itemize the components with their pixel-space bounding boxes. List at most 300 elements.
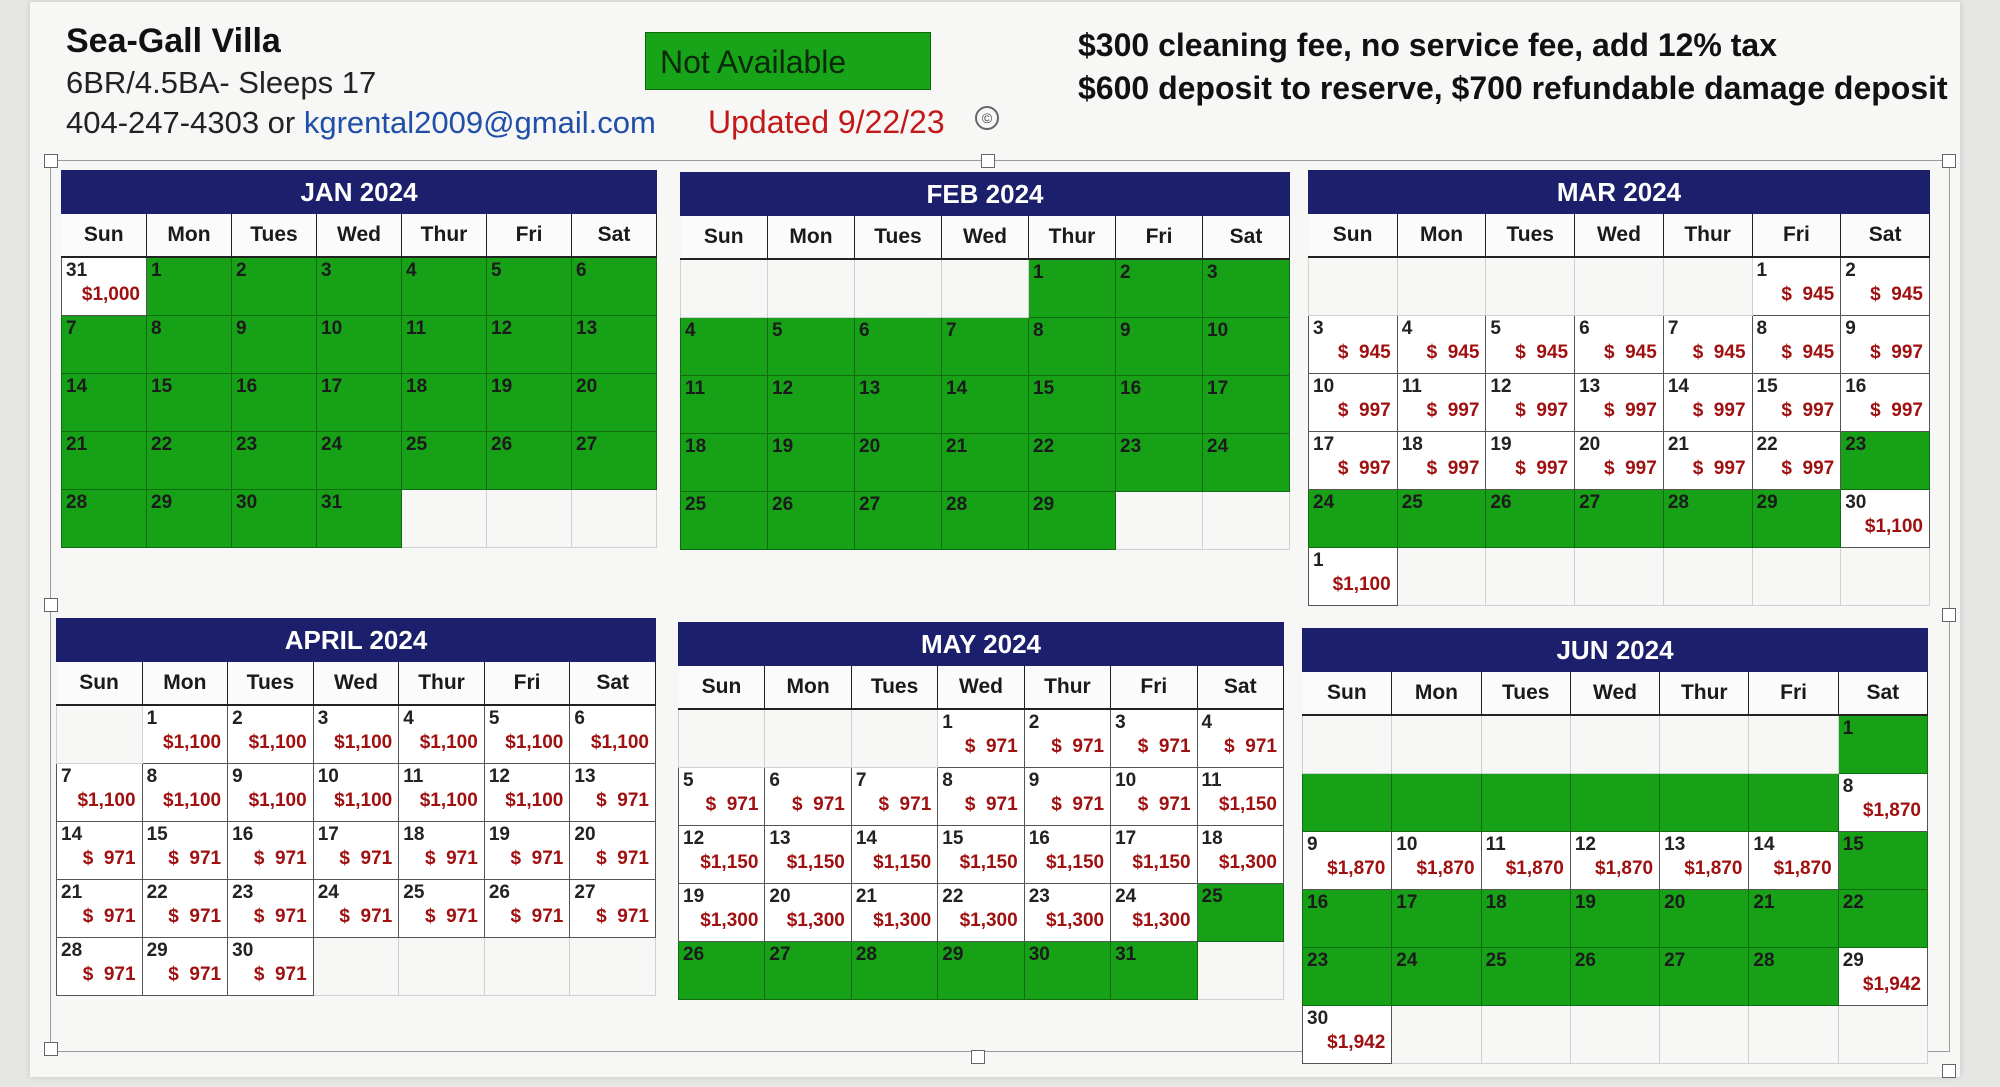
nightly-price: $ 971	[596, 790, 649, 811]
day-cell-unavailable[interactable]	[1663, 490, 1752, 548]
day-cell-unavailable[interactable]	[402, 257, 487, 316]
day-cell-available[interactable]	[1024, 768, 1110, 826]
day-cell-unavailable[interactable]	[1838, 715, 1927, 774]
day-cell-available[interactable]	[142, 764, 228, 822]
day-cell-unavailable[interactable]	[768, 434, 855, 492]
day-number: 25	[1401, 492, 1423, 513]
day-cell-unavailable[interactable]	[402, 316, 487, 374]
day-cell-unavailable[interactable]	[855, 376, 942, 434]
day-cell-available[interactable]	[1111, 826, 1197, 884]
day-cell-available[interactable]	[570, 705, 656, 764]
day-cell-available[interactable]	[570, 764, 656, 822]
day-cell-unavailable[interactable]	[232, 490, 317, 548]
day-cell-available[interactable]	[938, 826, 1024, 884]
empty-cell[interactable]	[1397, 257, 1486, 316]
day-cell-unavailable[interactable]	[1841, 432, 1930, 490]
day-number: 22	[1033, 436, 1055, 457]
nightly-price: $1,150	[1132, 852, 1191, 873]
empty-cell[interactable]	[1838, 1006, 1927, 1064]
day-cell-unavailable[interactable]	[232, 257, 317, 316]
day-cell-available[interactable]	[62, 257, 147, 316]
day-cell-unavailable[interactable]	[1570, 774, 1659, 832]
day-cell-available[interactable]	[570, 880, 656, 938]
day-number: 8	[1842, 776, 1854, 797]
empty-cell[interactable]	[1663, 548, 1752, 606]
day-number: 8	[146, 766, 158, 787]
day-cell-available[interactable]	[1660, 832, 1749, 890]
day-cell-unavailable[interactable]	[1309, 490, 1398, 548]
day-number: 9	[1120, 320, 1131, 341]
day-cell-unavailable[interactable]	[147, 432, 232, 490]
day-cell-available[interactable]	[679, 768, 765, 826]
week-row	[679, 884, 1284, 942]
empty-cell[interactable]	[1486, 548, 1575, 606]
resize-handle[interactable]	[1942, 1064, 1956, 1078]
day-number: 26	[491, 434, 513, 455]
resize-handle[interactable]	[1942, 154, 1956, 168]
day-cell-unavailable[interactable]	[851, 942, 937, 1000]
day-cell-available[interactable]	[228, 764, 314, 822]
day-cell-available[interactable]	[765, 826, 851, 884]
day-cell-unavailable[interactable]	[1570, 890, 1659, 948]
empty-cell[interactable]	[768, 259, 855, 318]
day-cell-unavailable[interactable]	[572, 432, 657, 490]
day-cell-available[interactable]	[938, 884, 1024, 942]
day-cell-available[interactable]	[313, 764, 399, 822]
day-cell-unavailable[interactable]	[487, 432, 572, 490]
day-cell-available[interactable]	[1111, 709, 1197, 768]
day-cell-unavailable[interactable]	[1029, 492, 1116, 550]
empty-cell[interactable]	[1481, 715, 1570, 774]
day-cell-unavailable[interactable]	[1029, 376, 1116, 434]
day-cell-unavailable[interactable]	[317, 432, 402, 490]
day-cell-unavailable[interactable]	[942, 318, 1029, 376]
day-cell-unavailable[interactable]	[147, 374, 232, 432]
day-cell-available[interactable]	[1309, 374, 1398, 432]
day-cell-unavailable[interactable]	[681, 434, 768, 492]
weekday-header: Wed	[938, 666, 1024, 709]
day-cell-unavailable[interactable]	[1660, 948, 1749, 1006]
empty-cell[interactable]	[572, 490, 657, 548]
day-cell-available[interactable]	[851, 768, 937, 826]
nightly-price: $ 971	[878, 794, 932, 815]
nightly-price: $ 945	[1692, 342, 1746, 363]
day-cell-unavailable[interactable]	[572, 316, 657, 374]
day-cell-available[interactable]	[142, 705, 228, 764]
day-cell-available[interactable]	[1197, 768, 1283, 826]
day-number: 22	[146, 882, 168, 903]
day-cell-unavailable[interactable]	[232, 432, 317, 490]
day-cell-unavailable[interactable]	[62, 490, 147, 548]
day-cell-unavailable[interactable]	[1116, 318, 1203, 376]
day-cell-available[interactable]	[57, 880, 143, 938]
day-cell-available[interactable]	[57, 764, 143, 822]
day-cell-available[interactable]	[765, 768, 851, 826]
day-cell-available[interactable]	[1752, 316, 1841, 374]
month-title: MAR 2024	[1308, 170, 1930, 214]
day-cell-available[interactable]	[1309, 432, 1398, 490]
day-cell-unavailable[interactable]	[1660, 774, 1749, 832]
day-cell-available[interactable]	[228, 938, 314, 996]
empty-cell[interactable]	[851, 709, 937, 768]
day-cell-available[interactable]	[1752, 374, 1841, 432]
day-cell-available[interactable]	[1111, 884, 1197, 942]
day-cell-available[interactable]	[1841, 490, 1930, 548]
empty-cell[interactable]	[1392, 715, 1481, 774]
day-cell-unavailable[interactable]	[1660, 890, 1749, 948]
day-cell-available[interactable]	[1663, 374, 1752, 432]
resize-handle[interactable]	[981, 154, 995, 168]
day-cell-available[interactable]	[1481, 832, 1570, 890]
day-cell-available[interactable]	[57, 938, 143, 996]
email-link[interactable]: kgrental2009@gmail.com	[303, 105, 656, 140]
day-cell-available[interactable]	[1392, 832, 1481, 890]
empty-cell[interactable]	[1481, 1006, 1570, 1064]
day-cell-unavailable[interactable]	[1029, 318, 1116, 376]
day-cell-unavailable[interactable]	[942, 376, 1029, 434]
day-cell-available[interactable]	[313, 822, 399, 880]
day-cell-unavailable[interactable]	[402, 374, 487, 432]
day-cell-available[interactable]	[1024, 884, 1110, 942]
day-cell-unavailable[interactable]	[572, 374, 657, 432]
day-number: 23	[1307, 950, 1329, 971]
day-cell-available[interactable]	[399, 764, 485, 822]
empty-cell[interactable]	[57, 705, 143, 764]
day-cell-unavailable[interactable]	[1486, 490, 1575, 548]
day-cell-unavailable[interactable]	[681, 318, 768, 376]
day-cell-unavailable[interactable]	[938, 942, 1024, 1000]
resize-handle[interactable]	[1942, 608, 1956, 622]
day-cell-unavailable[interactable]	[1029, 434, 1116, 492]
nightly-price: $1,870	[1327, 858, 1386, 879]
day-cell-unavailable[interactable]	[1749, 774, 1838, 832]
day-cell-unavailable[interactable]	[147, 490, 232, 548]
day-cell-available[interactable]	[399, 822, 485, 880]
day-cell-unavailable[interactable]	[1197, 884, 1283, 942]
day-cell-unavailable[interactable]	[1203, 259, 1290, 318]
day-cell-unavailable[interactable]	[1749, 890, 1838, 948]
day-cell-available[interactable]	[851, 826, 937, 884]
month-feb-2024	[680, 172, 1290, 550]
day-cell-available[interactable]	[1397, 432, 1486, 490]
empty-cell[interactable]	[855, 259, 942, 318]
day-number: 16	[236, 376, 258, 397]
day-cell-available[interactable]	[1397, 374, 1486, 432]
day-cell-available[interactable]	[1752, 432, 1841, 490]
day-number: 30	[1845, 492, 1867, 513]
empty-cell[interactable]	[1303, 715, 1392, 774]
weekday-header: Tues	[1481, 672, 1570, 715]
day-cell-available[interactable]	[228, 822, 314, 880]
empty-cell[interactable]	[399, 938, 485, 996]
month-mar-2024	[1308, 170, 1930, 606]
day-cell-unavailable[interactable]	[1116, 434, 1203, 492]
nightly-price: $ 945	[1515, 342, 1569, 363]
day-cell-unavailable[interactable]	[1303, 890, 1392, 948]
day-cell-unavailable[interactable]	[317, 490, 402, 548]
day-cell-available[interactable]	[1486, 374, 1575, 432]
day-cell-available[interactable]	[399, 880, 485, 938]
day-cell-unavailable[interactable]	[1481, 948, 1570, 1006]
day-cell-unavailable[interactable]	[1111, 942, 1197, 1000]
day-number: 9	[1307, 834, 1318, 855]
day-number: 4	[1401, 318, 1413, 339]
day-cell-unavailable[interactable]	[402, 432, 487, 490]
nightly-price: $1,300	[959, 910, 1018, 931]
empty-cell[interactable]	[1392, 1006, 1481, 1064]
empty-cell[interactable]	[1841, 548, 1930, 606]
weekday-header: Sun	[1309, 214, 1398, 257]
day-cell-available[interactable]	[1663, 316, 1752, 374]
nightly-price: $1,150	[1218, 794, 1277, 815]
empty-cell[interactable]	[1749, 715, 1838, 774]
day-cell-unavailable[interactable]	[1392, 890, 1481, 948]
day-cell-unavailable[interactable]	[1203, 434, 1290, 492]
day-cell-unavailable[interactable]	[768, 492, 855, 550]
day-cell-unavailable[interactable]	[1575, 490, 1664, 548]
day-cell-unavailable[interactable]	[1116, 259, 1203, 318]
day-cell-available[interactable]	[1197, 709, 1283, 768]
day-cell-available[interactable]	[1397, 316, 1486, 374]
day-cell-unavailable[interactable]	[317, 374, 402, 432]
empty-cell[interactable]	[1663, 257, 1752, 316]
day-cell-available[interactable]	[1575, 432, 1664, 490]
day-cell-unavailable[interactable]	[1116, 376, 1203, 434]
day-number: 8	[1033, 320, 1044, 341]
day-number: 12	[683, 828, 705, 849]
day-cell-available[interactable]	[1575, 316, 1664, 374]
day-number: 21	[66, 434, 88, 455]
day-cell-unavailable[interactable]	[1749, 948, 1838, 1006]
day-cell-available[interactable]	[228, 880, 314, 938]
week-row	[679, 942, 1284, 1000]
weekday-header: Sat	[1197, 666, 1283, 709]
empty-cell[interactable]	[1570, 715, 1659, 774]
day-cell-available[interactable]	[142, 880, 228, 938]
day-cell-unavailable[interactable]	[62, 432, 147, 490]
empty-cell[interactable]	[487, 490, 572, 548]
day-cell-unavailable[interactable]	[487, 257, 572, 316]
week-row	[1303, 832, 1928, 890]
day-cell-available[interactable]	[938, 768, 1024, 826]
weekday-header: Thur	[399, 662, 485, 705]
day-cell-available[interactable]	[1841, 257, 1930, 316]
day-cell-unavailable[interactable]	[1570, 948, 1659, 1006]
nightly-price: $1,942	[1862, 974, 1921, 995]
day-cell-unavailable[interactable]	[147, 316, 232, 374]
empty-cell[interactable]	[1575, 548, 1664, 606]
day-cell-available[interactable]	[1024, 709, 1110, 768]
day-cell-unavailable[interactable]	[487, 374, 572, 432]
day-cell-available[interactable]	[484, 705, 570, 764]
day-cell-available[interactable]	[484, 880, 570, 938]
weekday-header: Fri	[487, 214, 572, 257]
empty-cell[interactable]	[1752, 548, 1841, 606]
day-cell-unavailable[interactable]	[1752, 490, 1841, 548]
day-cell-unavailable[interactable]	[1024, 942, 1110, 1000]
copyright-icon: ©	[975, 106, 999, 130]
day-number: 15	[1756, 376, 1778, 397]
nightly-price: $ 971	[1051, 736, 1105, 757]
day-cell-available[interactable]	[570, 822, 656, 880]
day-number: 15	[146, 824, 168, 845]
day-cell-unavailable[interactable]	[1481, 774, 1570, 832]
day-cell-available[interactable]	[1838, 774, 1927, 832]
day-cell-unavailable[interactable]	[942, 492, 1029, 550]
day-cell-available[interactable]	[57, 822, 143, 880]
nightly-price: $ 971	[596, 906, 649, 927]
weekday-header: Fri	[1752, 214, 1841, 257]
day-cell-unavailable[interactable]	[1392, 948, 1481, 1006]
empty-cell[interactable]	[570, 938, 656, 996]
day-cell-unavailable[interactable]	[62, 374, 147, 432]
day-cell-unavailable[interactable]	[487, 316, 572, 374]
empty-cell[interactable]	[1309, 257, 1398, 316]
day-cell-available[interactable]	[1197, 826, 1283, 884]
weekday-header: Fri	[1111, 666, 1197, 709]
day-cell-unavailable[interactable]	[1203, 376, 1290, 434]
day-cell-unavailable[interactable]	[572, 257, 657, 316]
day-cell-unavailable[interactable]	[317, 257, 402, 316]
day-cell-unavailable[interactable]	[1397, 490, 1486, 548]
day-cell-available[interactable]	[1309, 548, 1398, 606]
week-row	[57, 705, 656, 764]
day-cell-available[interactable]	[1749, 832, 1838, 890]
empty-cell[interactable]	[402, 490, 487, 548]
empty-cell[interactable]	[1397, 548, 1486, 606]
day-cell-available[interactable]	[679, 884, 765, 942]
day-cell-unavailable[interactable]	[232, 374, 317, 432]
nightly-price: $1,100	[248, 732, 307, 753]
day-cell-available[interactable]	[765, 884, 851, 942]
day-cell-available[interactable]	[679, 826, 765, 884]
weekday-header: Fri	[1116, 216, 1203, 259]
day-number: 13	[1579, 376, 1601, 397]
day-cell-available[interactable]	[399, 705, 485, 764]
day-cell-unavailable[interactable]	[768, 318, 855, 376]
day-cell-unavailable[interactable]	[1838, 832, 1927, 890]
day-cell-available[interactable]	[1024, 826, 1110, 884]
day-cell-unavailable[interactable]	[1203, 318, 1290, 376]
day-cell-unavailable[interactable]	[1303, 948, 1392, 1006]
day-cell-unavailable[interactable]	[679, 942, 765, 1000]
nightly-price: $ 971	[253, 964, 307, 985]
weekday-header: Sat	[1203, 216, 1290, 259]
empty-cell[interactable]	[1660, 1006, 1749, 1064]
day-cell-available[interactable]	[851, 884, 937, 942]
day-cell-unavailable[interactable]	[855, 318, 942, 376]
day-cell-available[interactable]	[1309, 316, 1398, 374]
day-cell-available[interactable]	[1486, 432, 1575, 490]
empty-cell[interactable]	[484, 938, 570, 996]
day-number: 28	[1667, 492, 1689, 513]
day-number: 18	[685, 436, 707, 457]
day-cell-available[interactable]	[1752, 257, 1841, 316]
resize-handle[interactable]	[971, 1050, 985, 1064]
resize-handle[interactable]	[44, 154, 58, 168]
day-number: 22	[151, 434, 173, 455]
day-cell-unavailable[interactable]	[942, 434, 1029, 492]
nightly-price: $1,870	[1505, 858, 1564, 879]
day-cell-unavailable[interactable]	[681, 492, 768, 550]
day-cell-unavailable[interactable]	[765, 942, 851, 1000]
resize-handle[interactable]	[44, 598, 58, 612]
nightly-price: $ 971	[253, 906, 307, 927]
day-cell-unavailable[interactable]	[1392, 774, 1481, 832]
empty-cell[interactable]	[765, 709, 851, 768]
day-cell-unavailable[interactable]	[1838, 890, 1927, 948]
resize-handle[interactable]	[44, 1042, 58, 1056]
day-cell-available[interactable]	[142, 822, 228, 880]
day-cell-available[interactable]	[228, 705, 314, 764]
day-number: 3	[1207, 262, 1218, 283]
day-cell-unavailable[interactable]	[232, 316, 317, 374]
empty-cell[interactable]	[313, 938, 399, 996]
day-number: 11	[403, 766, 424, 787]
day-number: 8	[1756, 318, 1768, 339]
empty-cell[interactable]	[1116, 492, 1203, 550]
day-cell-available[interactable]	[1303, 832, 1392, 890]
day-cell-unavailable[interactable]	[1029, 259, 1116, 318]
day-cell-available[interactable]	[484, 822, 570, 880]
empty-cell[interactable]	[679, 709, 765, 768]
day-cell-available[interactable]	[1838, 948, 1927, 1006]
day-cell-unavailable[interactable]	[855, 434, 942, 492]
day-cell-available[interactable]	[1486, 316, 1575, 374]
day-cell-available[interactable]	[313, 880, 399, 938]
nightly-price: $1,150	[1045, 852, 1105, 873]
empty-cell[interactable]	[1660, 715, 1749, 774]
day-number: 5	[488, 708, 500, 729]
day-number: 22	[942, 886, 964, 907]
day-number: 6	[859, 320, 870, 341]
weekday-header: Thur	[402, 214, 487, 257]
day-cell-available[interactable]	[1111, 768, 1197, 826]
weekday-header: Sun	[62, 214, 147, 257]
day-cell-unavailable[interactable]	[855, 492, 942, 550]
empty-cell[interactable]	[1203, 492, 1290, 550]
contact-line	[66, 105, 656, 141]
day-cell-available[interactable]	[1575, 374, 1664, 432]
empty-cell[interactable]	[1749, 1006, 1838, 1064]
day-cell-available[interactable]	[1663, 432, 1752, 490]
day-cell-unavailable[interactable]	[317, 316, 402, 374]
day-cell-available[interactable]	[484, 764, 570, 822]
empty-cell[interactable]	[1575, 257, 1664, 316]
nightly-price: $1,100	[163, 790, 222, 811]
day-cell-available[interactable]	[1841, 374, 1930, 432]
empty-cell[interactable]	[1197, 942, 1283, 1000]
day-number: 23	[236, 434, 258, 455]
empty-cell[interactable]	[681, 259, 768, 318]
day-cell-available[interactable]	[1570, 832, 1659, 890]
day-cell-unavailable[interactable]	[1481, 890, 1570, 948]
day-cell-unavailable[interactable]	[147, 257, 232, 316]
empty-cell[interactable]	[942, 259, 1029, 318]
empty-cell[interactable]	[1486, 257, 1575, 316]
day-number: 25	[406, 434, 428, 455]
day-cell-unavailable[interactable]	[1303, 774, 1392, 832]
day-cell-unavailable[interactable]	[62, 316, 147, 374]
day-cell-available[interactable]	[1303, 1006, 1392, 1064]
day-cell-unavailable[interactable]	[681, 376, 768, 434]
day-cell-available[interactable]	[142, 938, 228, 996]
day-cell-available[interactable]	[938, 709, 1024, 768]
day-cell-available[interactable]	[313, 705, 399, 764]
empty-cell[interactable]	[1570, 1006, 1659, 1064]
day-cell-unavailable[interactable]	[768, 376, 855, 434]
day-cell-available[interactable]	[1841, 316, 1930, 374]
